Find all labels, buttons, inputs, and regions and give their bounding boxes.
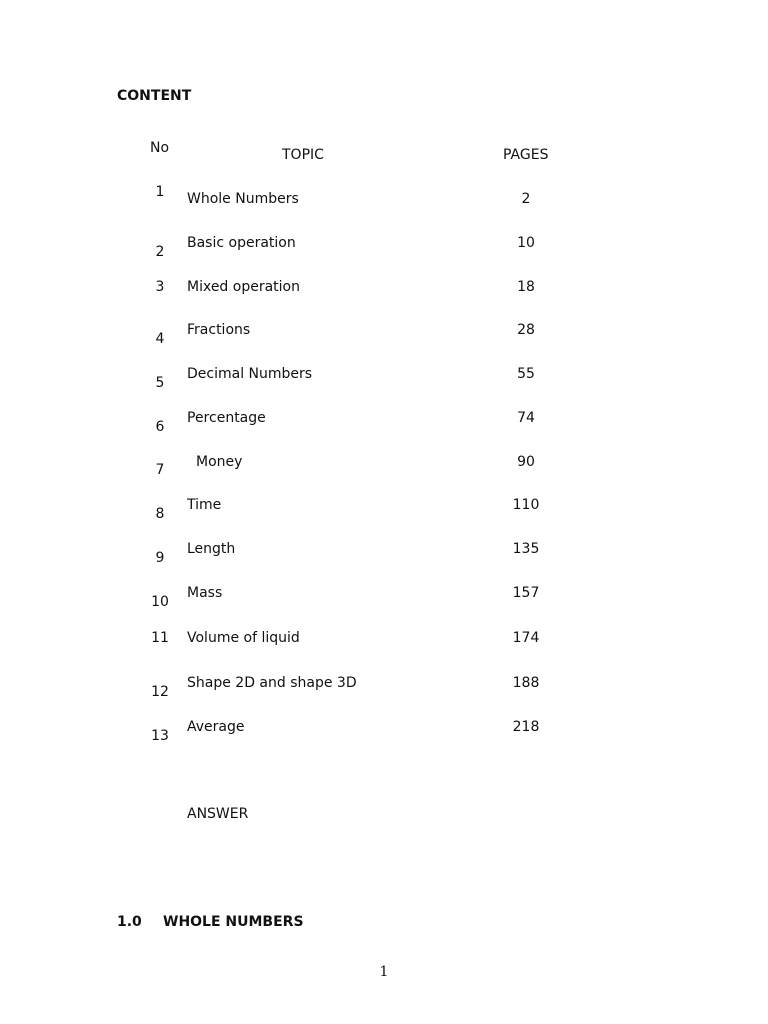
row-topic: Time [187, 497, 222, 513]
row-number: 4 [155, 331, 165, 347]
row-number: 1 [155, 184, 165, 200]
row-topic: Mixed operation [187, 279, 300, 295]
row-number: 8 [155, 506, 165, 522]
row-page: 90 [517, 454, 535, 470]
section-title: WHOLE NUMBERS [163, 914, 304, 930]
row-topic: Basic operation [187, 235, 296, 251]
row-topic: Fractions [187, 322, 251, 338]
row-number: 11 [151, 630, 169, 646]
column-header-no: No [150, 140, 170, 156]
row-page: 74 [517, 410, 535, 426]
row-number: 3 [155, 279, 165, 295]
row-page: 110 [512, 497, 540, 513]
row-page: 10 [517, 235, 535, 251]
row-page: 174 [512, 630, 540, 646]
row-topic: Average [187, 719, 245, 735]
row-page: 218 [512, 719, 540, 735]
row-page: 28 [517, 322, 535, 338]
row-number: 5 [155, 375, 165, 391]
page-number: 1 [379, 964, 389, 980]
row-page: 157 [512, 585, 540, 601]
row-topic: Percentage [187, 410, 266, 426]
answer-label: ANSWER [187, 806, 249, 822]
row-topic: Decimal Numbers [187, 366, 313, 382]
row-topic: Volume of liquid [187, 630, 300, 646]
row-number: 10 [151, 594, 169, 610]
row-topic: Shape 2D and shape 3D [187, 675, 357, 691]
row-topic: Mass [187, 585, 223, 601]
row-topic: Whole Numbers [187, 191, 299, 207]
row-number: 12 [151, 684, 169, 700]
row-page: 135 [512, 541, 540, 557]
row-number: 2 [155, 244, 165, 260]
row-page: 2 [521, 191, 531, 207]
row-page: 55 [517, 366, 535, 382]
row-topic: Money [196, 454, 243, 470]
column-header-pages: PAGES [503, 147, 549, 163]
row-number: 9 [155, 550, 165, 566]
section-number: 1.0 [117, 914, 142, 930]
row-page: 18 [517, 279, 535, 295]
content-heading: CONTENT [117, 88, 192, 104]
row-number: 7 [155, 462, 165, 478]
row-number: 6 [155, 419, 165, 435]
row-number: 13 [151, 728, 169, 744]
row-topic: Length [187, 541, 236, 557]
row-page: 188 [512, 675, 540, 691]
column-header-topic: TOPIC [282, 147, 324, 163]
